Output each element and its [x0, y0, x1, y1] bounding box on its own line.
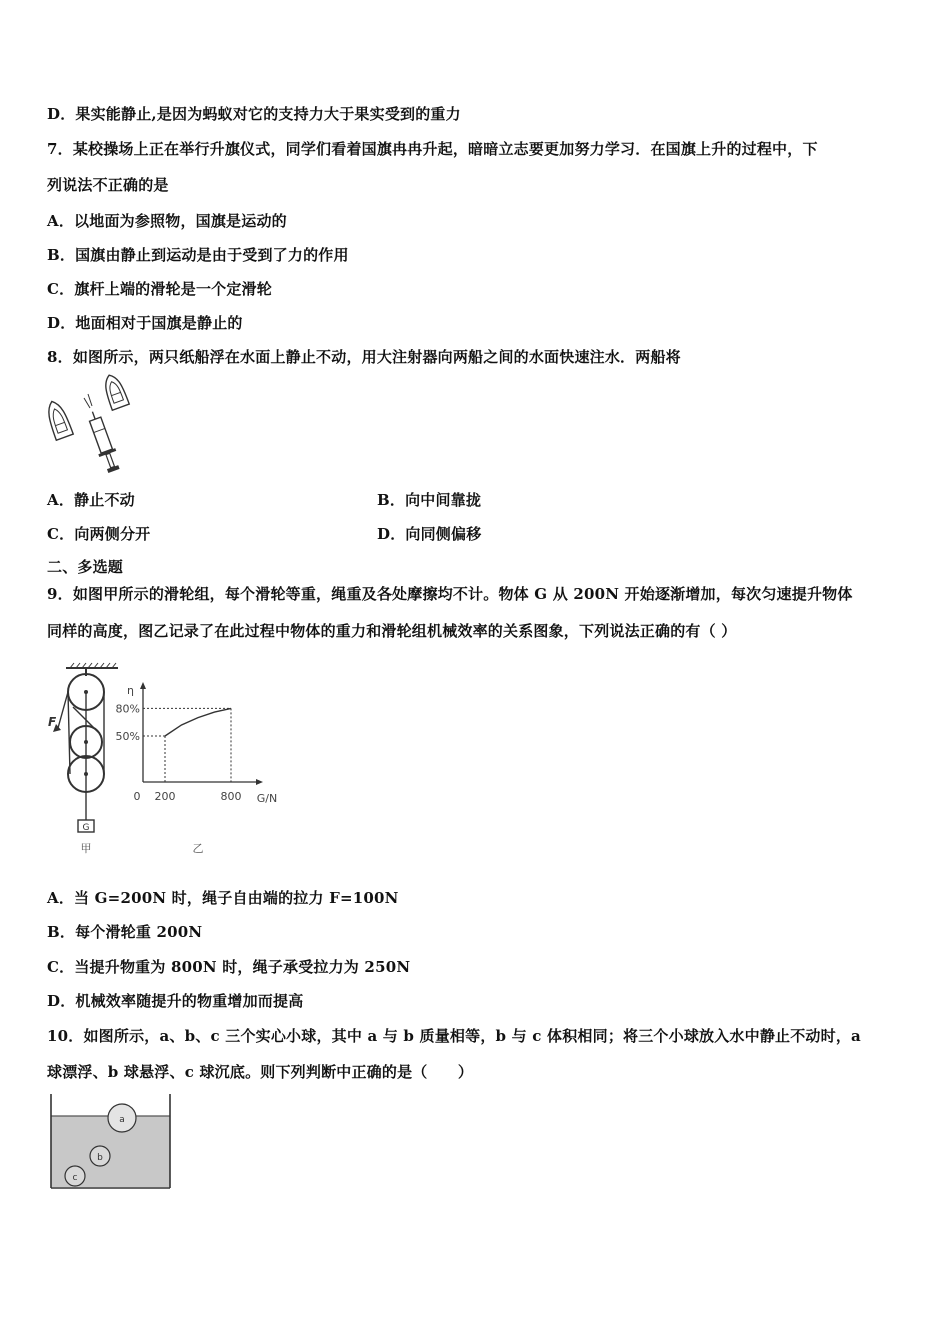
- y-axis-label: η: [127, 684, 134, 697]
- efficiency-curve: [165, 708, 231, 736]
- left-boat-icon: [43, 398, 73, 440]
- right-boat-icon: [101, 372, 130, 410]
- syringe-icon: [84, 409, 122, 474]
- q9-stem-line1: 9．如图甲所示的滑轮组，每个滑轮等重，绳重及各处摩擦均不计。物体 G 从 200N 开始逐渐增加，每次匀速提升物体: [47, 585, 853, 603]
- q9-efficiency-chart: [108, 682, 278, 858]
- ball-a-label: a: [119, 1115, 125, 1125]
- weight-label: G: [82, 823, 90, 833]
- fig-jia-label: 甲: [80, 842, 92, 855]
- q8-option-c: C．向两侧分开: [47, 525, 151, 543]
- q8-boats-syringe-figure: [42, 372, 142, 478]
- q9-option-c: C．当提升物重为 800N 时，绳子承受拉力为 250N: [47, 958, 411, 976]
- q7-option-d: D．地面相对于国旗是静止的: [47, 314, 243, 332]
- q9-option-b: B．每个滑轮重 200N: [47, 923, 203, 941]
- q7-stem-line2: 列说法不正确的是: [47, 176, 169, 194]
- x-tick-label: 800: [220, 790, 242, 803]
- q9-stem-line2: 同样的高度，图乙记录了在此过程中物体的重力和滑轮组机械效率的关系图象，下列说法正确的有（ ）: [47, 622, 737, 640]
- q9-option-d: D．机械效率随提升的物重增加而提高: [47, 992, 304, 1010]
- q7-stem-line1: 7．某校操场上正在举行升旗仪式，同学们看着国旗冉冉升起，暗暗立志要更加努力学习．在国旗上升的过程中，下: [47, 140, 818, 158]
- q8-option-b: B．向中间靠拢: [377, 491, 482, 509]
- q9-option-a: A．当 G=200N 时，绳子自由端的拉力 F=100N: [47, 889, 399, 907]
- q8-stem: 8．如图所示，两只纸船浮在水面上静止不动，用大注射器向两船之间的水面快速注水．两船将: [47, 348, 681, 366]
- fig-yi-label: 乙: [192, 842, 204, 855]
- y-tick-label: 50%: [115, 730, 140, 743]
- force-label: F: [48, 715, 57, 729]
- x-tick-label: 0: [133, 790, 141, 803]
- y-axis-arrow: [140, 682, 146, 689]
- q7-option-c: C．旗杆上端的滑轮是一个定滑轮: [47, 280, 272, 298]
- section-title-multiple-choice: 二、多选题: [47, 558, 124, 576]
- q10-stem-line2: 球漂浮、b 球悬浮、c 球沉底。则下列判断中正确的是（ ）: [47, 1063, 474, 1081]
- y-tick-label: 80%: [115, 702, 140, 716]
- ball-b-label: b: [97, 1153, 103, 1163]
- q6-option-d: D．果实能静止,是因为蚂蚁对它的支持力大于果实受到的重力: [47, 105, 461, 123]
- q10-container-figure: [46, 1092, 176, 1192]
- q8-option-a: A．静止不动: [47, 491, 135, 509]
- x-axis-label: G/N: [256, 792, 278, 805]
- x-axis-arrow: [256, 779, 263, 785]
- q7-option-a: A．以地面为参照物，国旗是运动的: [47, 212, 287, 230]
- x-tick-label: 200: [154, 790, 176, 803]
- q10-stem-line1: 10．如图所示，a、b、c 三个实心小球，其中 a 与 b 质量相等，b 与 c 体积相同；将三个小球放入水中静止不动时，a: [47, 1027, 861, 1045]
- ball-c-label: c: [72, 1173, 78, 1183]
- q8-option-d: D．向同侧偏移: [377, 525, 482, 543]
- q7-option-b: B．国旗由静止到运动是由于受到了力的作用: [47, 246, 349, 264]
